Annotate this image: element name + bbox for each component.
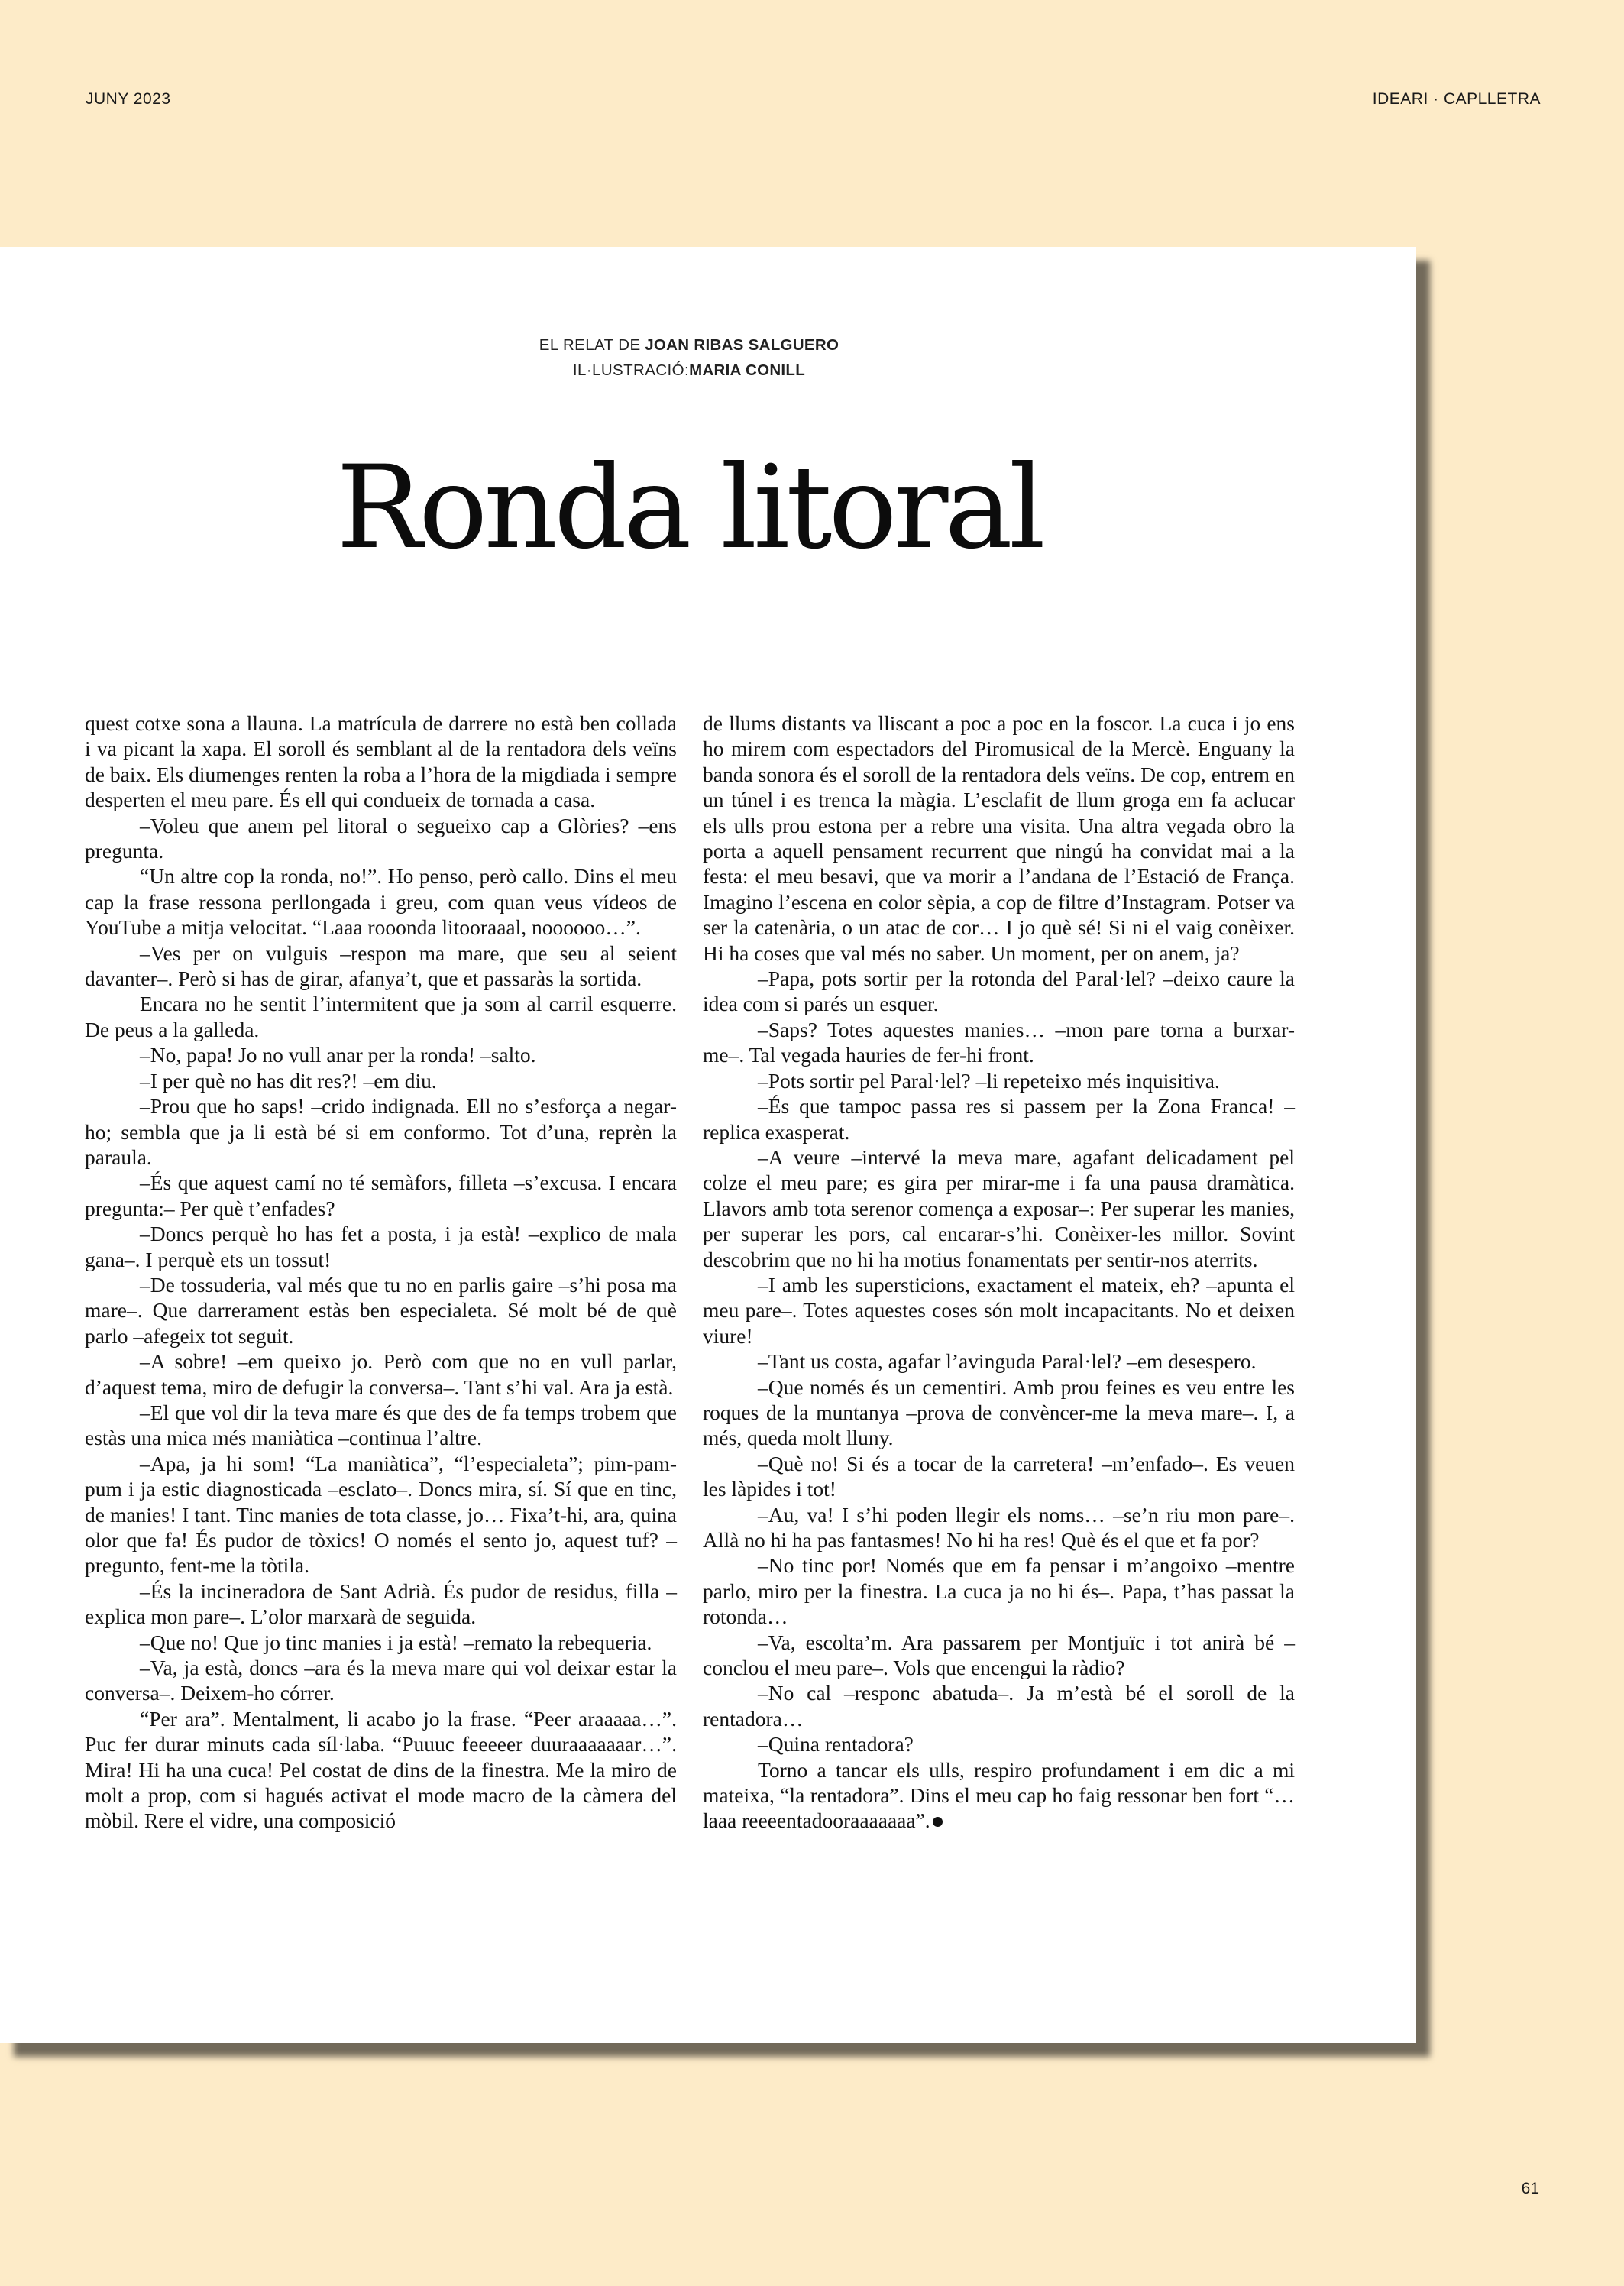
paragraph: –Apa, ja hi som! “La maniàtica”, “l’especialeta”; pim-pam-pum i ja estic diagnosticada –esclato–. Doncs mira, sí. Sí que en tinc, de manies! I tant. Tinc manies de tota classe, jo… Fixa’t-hi, ara, quina olor que fa! És pudor de tòxics! O només el sento jo, aquest tuf? –pregunto, fent-me la tòtila. bbox=[85, 1451, 677, 1578]
article-credits bbox=[0, 332, 1378, 383]
paragraph: –No cal –responc abatuda–. Ja m’està bé el soroll de la rentadora… bbox=[703, 1681, 1295, 1731]
issue-date: JUNY 2023 bbox=[86, 90, 171, 108]
paragraph: Encara no he sentit l’intermitent que ja som al carril esquerre. De peus a la galleda. bbox=[85, 992, 677, 1041]
paragraph: “Per ara”. Mentalment, li acabo jo la frase. “Peer araaaaa…”. Puc fer durar minuts cada síl·laba. “Puuuc feeeeer duuraaaaaaar…”. Mira! Hi ha una cuca! Pel costat de dins de la finestra. Me la miro de molt a prop, com si hagués activat el mode macro de la càmera del mòbil. Rere el vidre, una composició bbox=[85, 1706, 677, 1833]
text-column-right bbox=[703, 711, 1295, 1834]
paragraph: –Ves per on vulguis –respon ma mare, que seu al seient davanter–. Però si has de girar, afanya’t, que et passaràs la sortida. bbox=[85, 941, 677, 991]
paragraph: –No, papa! Jo no vull anar per la ronda! –salto. bbox=[140, 1043, 536, 1067]
paragraph: –És que aquest camí no té semàfors, filleta –s’excusa. I encara pregunta:– Per què t’enfades? bbox=[85, 1171, 677, 1220]
illustrator-credit bbox=[0, 358, 1378, 383]
paragraph: –Saps? Totes aquestes manies… –mon pare torna a burxar-me–. Tal vegada hauries de fer-hi front. bbox=[703, 1017, 1295, 1067]
paragraph: –Prou que ho saps! –crido indignada. Ell no s’esforça a negar-ho; sembla que ja li està bé si em conformo. Tot d’una, reprèn la paraula. bbox=[85, 1094, 677, 1169]
paragraph: –És que tampoc passa res si passem per la Zona Franca! –replica exasperat. bbox=[703, 1094, 1295, 1144]
paragraph: –Papa, pots sortir per la rotonda del Paral·lel? –deixo caure la idea com si parés un esquer. bbox=[703, 967, 1295, 1016]
paragraph: “Un altre cop la ronda, no!”. Ho penso, però callo. Dins el meu cap la frase ressona perllongada i greu, com quan veus vídeos de YouTube a mitja velocitat. “Laaa rooonda litooraaal, noooooo…”. bbox=[85, 864, 677, 940]
illustrator-name: MARIA CONILL bbox=[689, 361, 806, 379]
paragraph: –Va, ja està, doncs –ara és la meva mare qui vol deixar estar la conversa–. Deixem-ho córrer. bbox=[85, 1656, 677, 1705]
paragraph: –Doncs perquè ho has fet a posta, i ja està! –explico de mala gana–. I perquè ets un tossut! bbox=[85, 1222, 677, 1271]
end-of-story-mark bbox=[933, 1817, 943, 1827]
paragraph: –Tant us costa, agafar l’avinguda Paral·lel? –em desespero. bbox=[758, 1349, 1257, 1374]
paragraph: –El que vol dir la teva mare és que des de fa temps trobem que estàs una mica més maniàtica –continua l’altre. bbox=[85, 1400, 677, 1450]
author-credit-label: EL RELAT DE bbox=[539, 336, 641, 354]
paragraph: –Que no! Que jo tinc manies i ja està! –remato la rebequeria. bbox=[140, 1630, 652, 1654]
illustrator-credit-label: IL·LUSTRACIÓ: bbox=[572, 361, 690, 379]
text-column-left bbox=[85, 711, 677, 1834]
final-paragraph bbox=[703, 1757, 1295, 1834]
paragraph: –Va, escolta’m. Ara passarem per Montjuïc i tot anirà bé –conclou el meu pare–. Vols que encengui la ràdio? bbox=[703, 1630, 1295, 1680]
paragraph: –Au, va! I s’hi poden llegir els noms… –se’n riu mon pare–. Allà no hi ha pas fantasmes! No hi ha res! Què és el que et fa por? bbox=[703, 1502, 1295, 1552]
paragraph: –A sobre! –em queixo jo. Però com que no en vull parlar, d’aquest tema, miro de defugir la conversa–. Tant s’hi val. Ara ja està. bbox=[85, 1349, 677, 1399]
paragraph: –Pots sortir pel Paral·lel? –li repeteixo més inquisitiva. bbox=[758, 1068, 1220, 1093]
author-credit bbox=[0, 332, 1378, 358]
paragraph: –Quina rentadora? bbox=[758, 1732, 914, 1757]
article-title: Ronda litoral bbox=[336, 442, 1042, 575]
paragraph: –No tinc por! Només que em fa pensar i m’angoixo –mentre parlo, miro per la finestra. La cuca ja no hi és–. Papa, t’has passat la rotonda… bbox=[703, 1553, 1295, 1629]
paragraph: –Voleu que anem pel litoral o segueixo cap a Glòries? –ens pregunta. bbox=[85, 813, 677, 863]
paragraph: –De tossuderia, val més que tu no en parlis gaire –s’hi posa ma mare–. Que darrerament estàs ben especialeta. Sé molt bé de què parlo –afegeix tot seguit. bbox=[85, 1272, 677, 1348]
paragraph: –Que només és un cementiri. Amb prou feines es veu entre les roques de la muntanya –prova de convèncer-me la meva mare–. I, a més, queda molt lluny. bbox=[703, 1375, 1295, 1450]
paragraph: quest cotxe sona a llauna. La matrícula de darrere no està ben collada i va picant la xapa. El soroll és semblant al de la rentadora dels veïns de baix. Els diumenges renten la roba a l’hora de la migdiada i sempre desperten el meu pare. És ell qui condueix de tornada a casa. bbox=[85, 711, 677, 812]
author-name: JOAN RIBAS SALGUERO bbox=[645, 336, 839, 354]
paragraph: –I per què no has dit res?! –em diu. bbox=[140, 1068, 437, 1093]
section-name: IDEARI · CAPLLETRA bbox=[1372, 90, 1541, 108]
paragraph: de llums distants va lliscant a poc a poc en la foscor. La cuca i jo ens ho mirem com espectadors del Piromusical de la Mercè. Enguany la banda sonora és el soroll de la rentadora dels veïns. De cop, entrem en un túnel i es trenca la màgia. L’esclafit de llum groga em fa aclucar els ulls prou estona per a rebre una visita. Una altra vegada obro la porta a aquell pensament recurrent que ningú ha convidat mai a la festa: el meu besavi, que va morir a l’andana de l’Estació de França. Imagino l’escena en color sèpia, a cop de filtre d’Instagram. Potser va ser la catenària, o un atac de cor… I jo què sé! Si ni el vaig conèixer. Hi ha coses que val més no saber. Un moment, per on anem, ja? bbox=[703, 711, 1295, 965]
final-paragraph-text: Torno a tancar els ulls, respiro profundament i em dic a mi mateixa, “la rentadora”. Dins el meu cap ho faig ressonar ben fort “… laaa reeeentadooraaaaaaa”. bbox=[703, 1757, 1295, 1833]
paragraph: –I amb les supersticions, exactament el mateix, eh? –apunta el meu pare–. Totes aquestes coses són molt incapacitants. No et deixen viure! bbox=[703, 1272, 1295, 1348]
paragraph: –És la incineradora de Sant Adrià. És pudor de residus, filla –explica mon pare–. L’olor marxarà de seguida. bbox=[85, 1579, 677, 1629]
paragraph: –Què no! Si és a tocar de la carretera! –m’enfado–. Es veuen les làpides i tot! bbox=[703, 1451, 1295, 1501]
paragraph: –A veure –intervé la meva mare, agafant delicadament pel colze el meu pare; es gira per mirar-me i fa una pausa dramàtica. Llavors amb tota serenor comença a exposar–: Per superar les manies, per superar les pors, cal encarar-s’hi. Conèixer-les millor. Sovint descobrim que no hi ha motius fonamentats per sentir-nos aterrits. bbox=[703, 1145, 1295, 1271]
page-number: 61 bbox=[1521, 2180, 1539, 2197]
